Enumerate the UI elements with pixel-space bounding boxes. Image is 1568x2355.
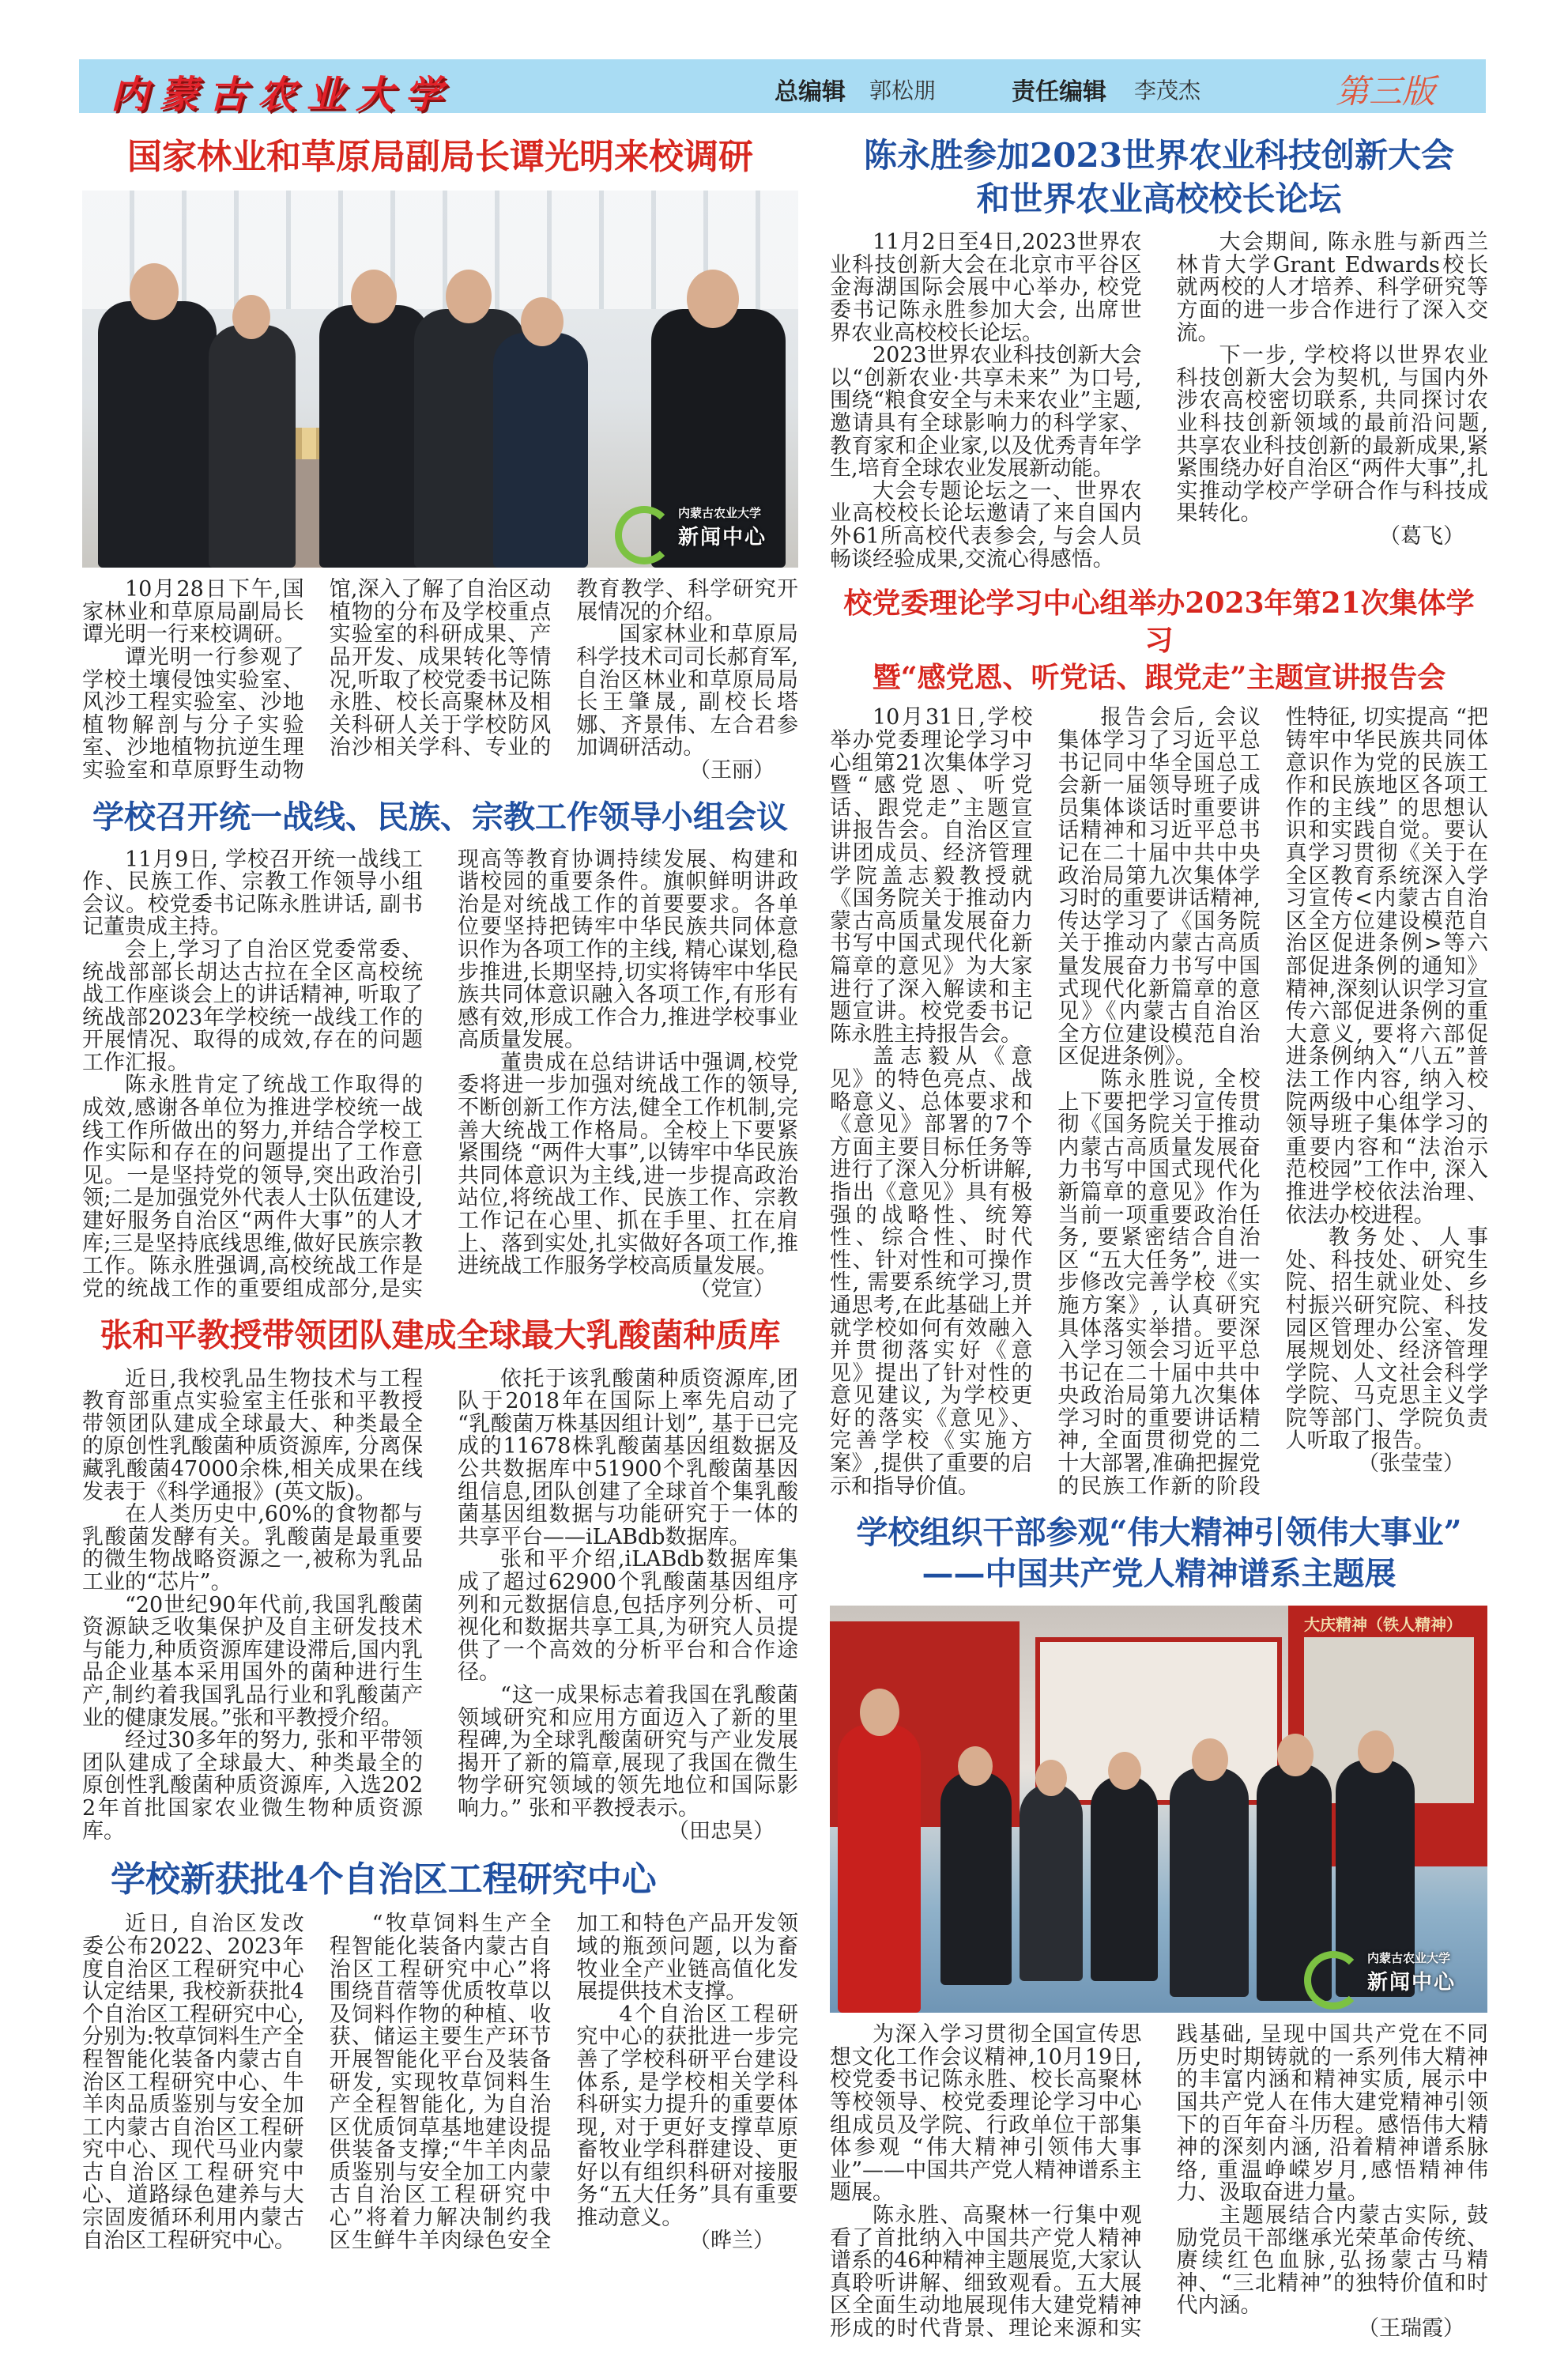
article-body-united-front <box>82 849 798 1301</box>
article-paragraph: 大会专题论坛之一、世界农业高校校长论坛邀请了来自国内外61所高校代表参会, 与会人员畅谈经验成果,交流心得感悟。 <box>830 478 1142 572</box>
headline-theory-study <box>830 585 1488 696</box>
news-center-logo-icon <box>1304 1951 1363 2010</box>
article-paragraph: 董贵成在总结讲话中强调,校党委将进一步加强对统战工作的领导,不断创新工作方法,健全工作机制,完善大统战工作格局。全校上下要紧紧围绕 “两件大事”,以铸牢中华民族共同体意识为主线,进一步提高政治站位,将统战工作、民族工作、宗教工作记在心里、抓在手里、扛在肩上、落到实处,扎实做好各项工作,推进统战工作服务学校高质量发展。 <box>458 1050 798 1279</box>
author-byline: （田忠昊） <box>668 1818 775 1844</box>
headline-lactobacillus: 张和平教授带领团队建成全球最大乳酸菌种质库 <box>100 1316 781 1355</box>
right-column <box>830 126 1488 2355</box>
article-paragraph: 张和平介绍,iLABdb数据库集成了超过62900个乳酸菌基因组序列和元数据信息,包括序列分析、可视化和数据共享工具,为研究人员提供了一个高效的分析平台和合作途径。 <box>458 1547 798 1685</box>
article-paragraph: 主题展结合内蒙古实际, 鼓励党员干部继承光荣革命传统、赓续红色血脉,弘扬蒙古马精神、“三北精神”的独特价值和时代内涵。 <box>1176 2203 1488 2319</box>
headline-spirit-exhibit-line1: 学校组织干部参观“伟大精神引领伟大事业” <box>856 1514 1462 1552</box>
photo-exhibition-visit <box>830 1606 1487 2013</box>
article-paragraph: 陈永胜说, 全校上下要把学习宣传贯彻《国务院关于推动内蒙古高质量发展奋力书写中国式现代化新篇章的意见》作为当前一项重要政治任务, 要紧密结合自治区 “五大任务”, 进一步修改完善学校《实施方案》, 认真研究具体落实举措。要深入学习领会习近平总书记在二十届中共中央政治局第九次集体学习时的重要讲话精神, 全面贯彻党的二十大部署,准确把握党的民族工作新的阶段性特征, 切实提高 “把铸牢中华民族共同体意识作为党的民族工作和民族地区各项工作的主线” 的思想认识和实践自觉。要认真学习贯彻《关于在全区教育系统深入学习宣传<内蒙古自治区全方位建设模范自治区促进条例>等六部促进条例的通知》精神,深刻认识学习宣传六部促进条例的重大意义, 要将六部促进条例纳入“八五”普法工作内容, 纳入校院两级中心组学习、领导班子集体学习的重要内容和“法治示范校园”工作中, 深入推进学校依法治理、依法办校进程。 <box>1057 705 1488 1499</box>
article-paragraph: 10月31日,学校举办党委理论学习中心组第21次集体学习暨“感党恩、听党话、跟党走”主题宣讲报告会。自治区宣讲团成员、经济管理学院盖志毅教授就《国务院关于推动内蒙古高质量发展奋力书写中国式现代化新篇章的意见》为大家进行了深入解读和主题宣讲。校党委书记陈永胜主持报告会。 <box>830 705 1033 1047</box>
news-center-watermark: 内蒙古农业大学 新闻中心 <box>678 504 767 550</box>
article-paragraph: 在人类历史中,60%的食物都与乳酸菌发酵有关。乳酸菌是最重要的微生物战略资源之一,被称为乳品工业的“芯片”。 <box>82 1502 423 1595</box>
article-paragraph: “牧草饲料生产全程智能化装备内蒙古自治区工程研究中心”将围绕苜蓿等优质牧草以及饲料作物的种植、收获、储运主要生产环节开展智能化平台及装备研发, 实现牧草饲料生产全程智能化, 为自治区优质饲草基地建设提供装备支撑;“牛羊肉品质鉴别与安全加工内蒙古自治区工程研究中心”将着力解决制约我区生鲜牛羊肉绿色安全加工和特色产品开发领域的瓶颈问题, 以为畜牧业全产业链高值化发展提供技术支撑。 <box>329 1912 798 2253</box>
article-paragraph: 近日,我校乳品生物技术与工程教育部重点实验室主任张和平教授带领团队建成全球最大、种类最全的原创性乳酸菌种质资源库, 分离保藏乳酸菌47000余株,相关成果在线发表于《科学通报》(英文版)。 <box>82 1366 423 1504</box>
editor-label: 责任编辑 <box>1012 78 1106 106</box>
article-body-world-agri <box>830 232 1488 571</box>
article-paragraph: 大会期间, 陈永胜与新西兰林肯大学Grant Edwards校长就两校的人才培养、科学研究等方面的进一步合作进行了深入交流。 <box>1176 230 1488 345</box>
headline-united-front: 学校召开统一战线、民族、宗教工作领导小组会议 <box>92 798 788 836</box>
headline-spirit-exhibit <box>830 1512 1488 1595</box>
article-paragraph: 会上,学习了自治区党委常委、统战部部长胡达古拉在全区高校统战工作座谈会上的讲话精神, 听取了统战部2023年学校统一战线工作的开展情况、取得的成效,存在的问题工作汇报。 <box>82 937 423 1075</box>
article-paragraph: 11月9日, 学校召开统一战线工作、民族工作、宗教工作领导小组会议。校党委书记陈永胜讲话, 副书记董贵成主持。 <box>82 847 423 940</box>
article-body-research-centers <box>82 1913 798 2252</box>
author-byline: （党宣） <box>689 1276 775 1301</box>
article-paragraph: 下一步, 学校将以世界农业科技创新大会为契机, 与国内外涉农高校密切联系, 共同探讨农业科技创新领域的最前沿问题, 共享农业科技创新的最新成果,紧紧围绕办好自治区“两件大事”,扎实推动学校产学研合作与科技成果转化。 <box>1176 343 1488 526</box>
headline-world-agri <box>830 134 1488 221</box>
article-paragraph: 依托于该乳酸菌种质资源库,团队于2018年在国际上率先启动了 “乳酸菌万株基因组计划”, 基于已完成的11678株乳酸菌基因组数据及公共数据库中51900个乳酸菌基因组信息,团队创建了全球首个集乳酸菌基因组数据与功能研究于一体的共享平台——iLABdb数据库。 <box>458 1366 798 1549</box>
article-paragraph: 国家林业和草原局科学技术司司长郝育军,自治区林业和草原局局长王肇晟, 副校长塔娜、齐景伟、左合君参加调研活动。 <box>576 622 798 760</box>
article-paragraph: 10月28日下午,国家林业和草原局副局长谭光明一行来校调研。 <box>82 577 304 647</box>
exhibit-banner: 大庆精神（铁人精神） <box>1304 1615 1462 1635</box>
author-byline: （葛飞） <box>1379 523 1464 549</box>
author-byline: （王丽） <box>688 757 775 783</box>
article-body-forestry <box>82 579 798 782</box>
headline-forestry: 国家林业和草原局副局长谭光明来校调研 <box>127 137 753 177</box>
article-paragraph: 谭光明一行参观了学校土壤侵蚀实验室、风沙工程实验室、沙地植物解剖与分子实验室、沙地植物抗逆生理实验室和草原野生动物馆,深入了解了自治区动植物的分布及学校重点实验室的科研成果、产品开发、成果转化等情况,听取了校党委书记陈永胜、校长高聚林及相关科研人关于学校防风治沙相关学科、专业的教育教学、科学研究开展情况的介绍。 <box>82 577 798 783</box>
article-paragraph: 4个自治区工程研究中心的获批进一步完善了学校科研平台建设体系, 是学校相关学科科研实力提升的重要体现, 对于更好支撑草原畜牧业学科群建设、更好以有组织科研对接服务“五大任务”具有重要推动意义。 <box>576 2002 798 2231</box>
article-paragraph: 为深入学习贯彻全国宣传思想文化工作会议精神,10月19日,校党委书记陈永胜、校长高聚林等校领导、校党委理论学习中心组成员及学院、行政单位干部集体参观 “伟大精神引领伟大事业”——中国共产党人精神谱系主题展。 <box>830 2022 1142 2206</box>
left-column <box>82 126 798 2266</box>
masthead <box>79 59 1486 117</box>
article-paragraph: 陈永胜、高聚林一行集中观看了首批纳入中国共产党人精神谱系的46种精神主题展览,大家认真聆听讲解、细致观看。五大展区全面生动地展现伟大建党精神形成的时代背景、理论来源和实践基础, 呈现中国共产党在不同历史时期铸就的一系列伟大精神的丰富内涵和精神实质, 展示中国共产党人在伟大建党精神引领下的百年奋斗历程。感悟伟大精神的深刻内涵, 沿着精神谱系脉络, 重温峥嵘岁月,感悟精神伟力、汲取奋进力量。 <box>830 2022 1488 2341</box>
article-body-spirit-exhibit <box>830 2024 1488 2340</box>
page-number: 第三版 <box>1336 72 1436 111</box>
headline-theory-study-line2: 暨“感党恩、听党话、跟党走”主题宣讲报告会 <box>872 660 1446 694</box>
news-center-watermark-2: 内蒙古农业大学 新闻中心 <box>1367 1949 1456 1995</box>
article-paragraph: 经过30多年的努力, 张和平带领团队建成了全球最大、种类最全的原创性乳酸菌种质资源库, 入选2022年首批国家农业微生物种质资源库。 <box>82 1728 423 1844</box>
article-paragraph: 报告会后, 会议集体学习了习近平总书记同中华全国总工会新一届领导班子成员集体谈话时重要讲话精神和习近平总书记在二十届中共中央政治局第九次集体学习时的重要讲话精神,传达学习了《国务院关于推动内蒙古高质量发展奋力书写中国式现代化新篇章的意见》《内蒙古自治区全方位建设模范自治区促进条例》。 <box>1057 705 1261 1070</box>
article-paragraph: 11月2日至4日,2023世界农业科技创新大会在北京市平谷区金海湖国际会展中心举办, 校党委书记陈永胜参加大会, 出席世界农业高校校长论坛。 <box>830 230 1142 345</box>
headline-research-centers: 学校新获批4个自治区工程研究中心 <box>111 1859 657 1900</box>
paper-name-logo: 内蒙古农业大学 <box>111 73 454 117</box>
article-paragraph: “这一成果标志着我国在乳酸菌领域研究和应用方面迈入了新的里程碑,为全球乳酸菌研究与产业发展揭开了新的篇章,展现了我国在微生物学研究领域的领先地位和国际影响力。” 张和平教授表示。 <box>458 1683 798 1821</box>
photo-forestry-visit <box>82 191 798 568</box>
chief-editor-label: 总编辑 <box>775 78 846 106</box>
news-center-logo-icon <box>615 506 673 564</box>
article-paragraph: 教务处、人事处、科技处、研究生院、招生就业处、乡村振兴研究院、科技园区管理办公室、发展规划处、经济管理学院、人文社会科学学院、马克思主义学院等部门、学院负责人听取了报告。 <box>1285 1225 1488 1454</box>
author-byline: （张莹莹） <box>1357 1451 1464 1477</box>
article-paragraph: 2023世界农业科技创新大会以“创新农业·共享未来” 为口号, 围绕“粮食安全与未来农业”主题,邀请具有全球影响力的科学家、教育家和企业家,以及优秀青年学生,培育全球农业发展新动能。 <box>830 343 1142 481</box>
headline-world-agri-line2: 和世界农业高校校长论坛 <box>976 179 1342 218</box>
article-body-lactobacillus <box>82 1368 798 1843</box>
article-body-theory-study <box>830 707 1488 1498</box>
article-paragraph: 近日, 自治区发改委公布2022、2023年度自治区工程研究中心认定结果, 我校新获批4个自治区工程研究中心,分别为:牧草饲料生产全程智能化装备内蒙古自治区工程研究中心、牛羊肉品质鉴别与安全加工内蒙古自治区工程研究中心、现代马业内蒙古自治区工程研究中心、道路绿色建养与大宗固废循环利用内蒙古自治区工程研究中心。 <box>82 1912 304 2253</box>
headline-world-agri-line1: 陈永胜参加2023世界农业科技创新大会 <box>864 136 1454 175</box>
author-byline: （晔兰） <box>688 2228 775 2253</box>
article-paragraph: “20世纪90年代前,我国乳酸菌资源缺乏收集保护及自主研发技术与能力,种质资源库建设滞后,国内乳品企业基本采用国外的菌种进行生产,制约着我国乳品行业和乳酸菌产业的健康发展。”张和平教授介绍。 <box>82 1592 423 1730</box>
article-paragraph: 盖志毅从《意见》的特色亮点、战略意义、总体要求和《意见》部署的7个方面主要目标任务等进行了深入分析讲解,指出《意见》具有极强的战略性、统筹性、综合性、时代性、针对性和可操作性, 需要系统学习,贯通思考,在此基础上并就学校如何有效融入并贯彻落实好《意见》提出了针对性的意见建议, 为学校更好的落实《意见》、完善学校《实施方案》,提供了重要的启示和指导价值。 <box>830 1044 1033 1499</box>
article-paragraph: 陈永胜肯定了统战工作取得的成效,感谢各单位为推进学校统一战线工作所做出的努力,并结合学校工作实际和存在的问题提出了工作意见。一是坚持党的领导,突出政治引领;二是加强党外代表人士队伍建设,建好服务自治区“两件大事”的人才库;三是坚持底线思维,做好民族宗教工作。陈永胜强调,高校统战工作是党的统战工作的重要组成部分,是实现高等教育协调持续发展、构建和谐校园的重要条件。旗帜鲜明讲政治是对统战工作的首要要求。各单位要坚持把铸牢中华民族共同体意识作为各项工作的主线, 精心谋划,稳步推进,长期坚持,切实将铸牢中华民族共同体意识融入各项工作,有形有感有效,形成工作合力,推进学校事业高质量发展。 <box>82 847 798 1301</box>
author-byline: （王瑞霞） <box>1358 2315 1464 2341</box>
headline-theory-study-line1: 校党委理论学习中心组举办2023年第21次集体学习 <box>843 587 1475 657</box>
headline-spirit-exhibit-line2: ——中国共产党人精神谱系主题展 <box>922 1555 1396 1593</box>
editor-name: 李茂杰 <box>1134 77 1201 104</box>
chief-editor-name: 郭松朋 <box>869 77 937 104</box>
